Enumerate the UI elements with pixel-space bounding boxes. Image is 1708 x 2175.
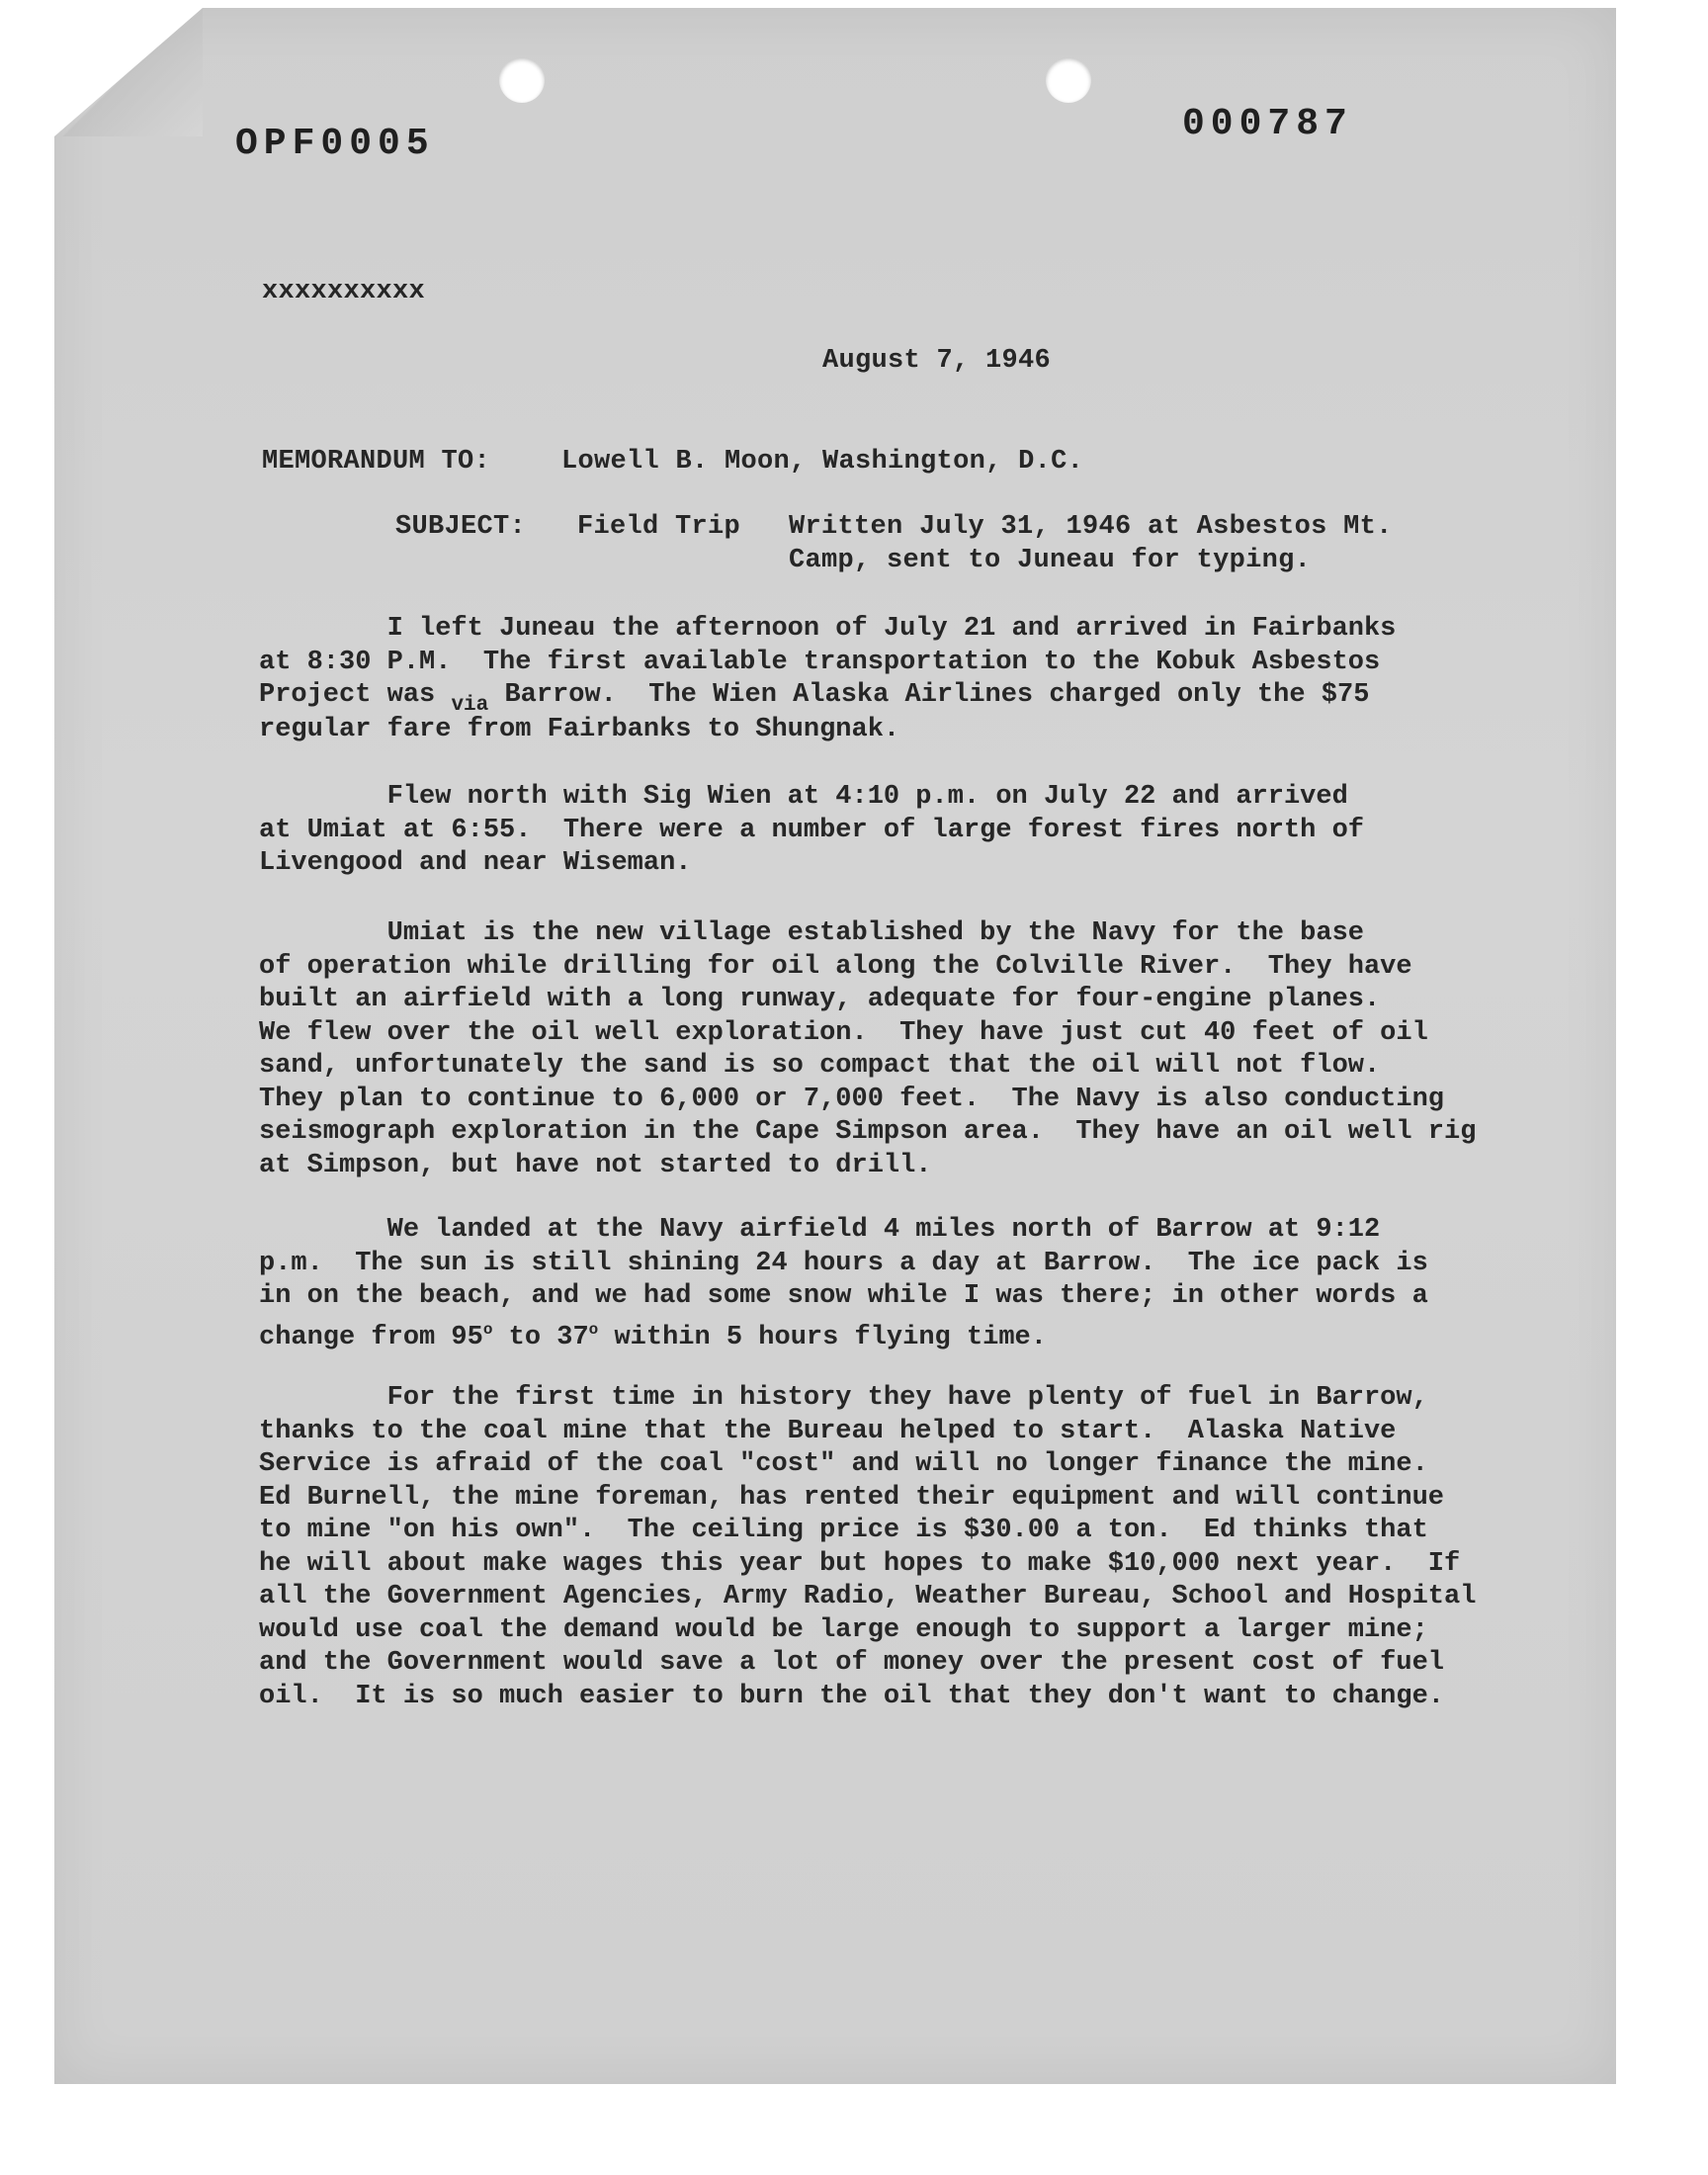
memo-recipient: Lowell B. Moon, Washington, D.C.	[561, 447, 1084, 477]
subject-note-line1: Written July 31, 1946 at Asbestos Mt.	[789, 512, 1393, 542]
paragraph-2: Flew north with Sig Wien at 4:10 p.m. on July 22 and arrived at Umiat at 6:55. There were a number of large forest fires north of Livengood and near Wiseman.	[259, 782, 1364, 878]
punch-hole-right	[1046, 57, 1091, 103]
paragraph-4: We landed at the Navy airfield 4 miles north of Barrow at 9:12 p.m. The sun is still shining 24 hours a day at Barrow. The ice pack is in on the beach, and we had some snow while I was there; in other words a change from 95$^o$ to 37$^o$ within 5 hours flying time.	[259, 1215, 1428, 1352]
paragraph-5: For the first time in history they have plenty of fuel in Barrow, thanks to the coal mine that the Bureau helped to start. Alaska Native Service is afraid of the coal "cost" and will no longer finance the mine. Ed Burnell, the mine foreman, has rented their equipment and will continue to mine "on his own". The ceiling price is $30.00 a ton. Ed thinks that he will about make wages this year but hopes to make $10,000 next year. If all the Government Agencies, Army Radio, Weather Bureau, School and Hospital would use coal the demand would be large enough to support a larger mine; and the Government would save a lot of money over the present cost of fuel oil. It is so much easier to burn the oil that they don't want to change.	[259, 1383, 1477, 1711]
paragraph-1: I left Juneau the afternoon of July 21 and arrived in Fairbanks at 8:30 P.M. The first available transportation to the Kobuk Asbestos Project was $_{via}$ Barrow. The Wien Alaska Airlines charged only the $75 regular fare from Fairbanks to Shungnak.	[259, 614, 1397, 744]
subject-note-line2: Camp, sent to Juneau for typing.	[789, 546, 1312, 575]
punch-hole-left	[499, 57, 545, 103]
document-stamp-left: OPF0005	[235, 123, 435, 165]
subject-label: SUBJECT:	[395, 512, 527, 542]
header-mark: xxxxxxxxxx	[262, 277, 426, 306]
memo-to-label: MEMORANDUM TO:	[262, 447, 491, 477]
memo-date: August 7, 1946	[822, 346, 1052, 376]
subject-topic: Field Trip	[577, 512, 741, 542]
document-stamp-right: 000787	[1182, 103, 1353, 145]
paragraph-3: Umiat is the new village established by the Navy for the base of operation while drilling for oil along the Colville River. They have built an airfield with a long runway, adequate for four-engine planes. We flew over the oil well exploration. They have just cut 40 feet of oil sand, unfortunately the sand is so compact that the oil will not flow. They plan to continue to 6,000 or 7,000 feet. The Navy is also conducting seismograph exploration in the Cape Simpson area. They have an oil well rig at Simpson, but have not started to drill.	[259, 918, 1477, 1180]
